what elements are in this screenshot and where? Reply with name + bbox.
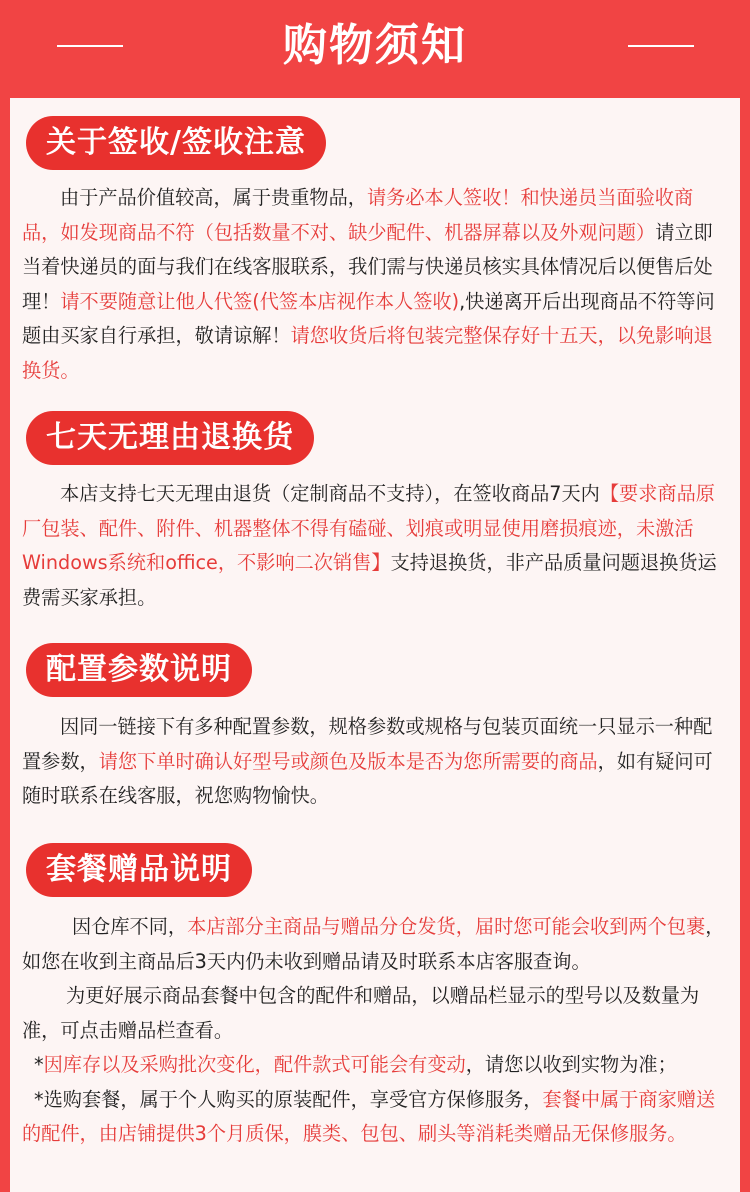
text-run-highlight: 因库存以及采购批次变化，配件款式可能会有变动 xyxy=(43,1053,466,1076)
text-run: ，如有疑问可随时联系在线客服，祝您购物愉快。 xyxy=(22,749,713,807)
text-run: 因仓库不同， xyxy=(72,915,188,938)
header-banner xyxy=(0,0,750,98)
text-run: 由于产品价值较高，属于贵重物品， xyxy=(60,186,367,209)
text-run: *选购套餐，属于个人购买的原装配件，享受官方保修服务， xyxy=(34,1087,543,1111)
text-run: 请立即当着快递员的面与我们在线客服联系，我们需与快递员核实具体情况后以便售后处理！ xyxy=(22,220,713,313)
text-run: ，请您以收到实物为准； xyxy=(465,1053,677,1076)
section-title-config: 配置参数说明 xyxy=(26,643,252,697)
section-title-signing: 关于签收/签收注意 xyxy=(26,116,326,170)
paragraph xyxy=(22,1048,730,1083)
text-run: ，如您在收到主商品后3天内仍未收到赠品请及时联系本店客服查询。 xyxy=(22,915,725,973)
paragraph xyxy=(22,181,730,388)
text-run: ,快递离开后出现商品不符等问题由买家自行承担，敬请谅解！ xyxy=(22,289,715,347)
section-body-returns xyxy=(22,477,730,615)
text-run: 支持退换货，非产品质量问题退换货运费需买家承担。 xyxy=(22,551,717,609)
paragraph xyxy=(22,979,730,1048)
text-run: 本店支持七天无理由退货（定制商品不支持），在签收商品7天内 xyxy=(60,482,600,505)
paragraph xyxy=(22,477,730,615)
page-title: 购物须知 xyxy=(283,20,467,71)
paragraph xyxy=(22,1083,730,1152)
paragraph xyxy=(22,710,730,814)
section-body-bundle xyxy=(22,910,730,1152)
section-body-config xyxy=(22,710,730,814)
text-run-highlight: 本店部分主商品与赠品分仓发货，届时您可能会收到两个包裹 xyxy=(187,915,706,938)
text-run: * xyxy=(34,1053,44,1076)
section-title-returns: 七天无理由退换货 xyxy=(26,411,314,465)
text-run: 为更好展示商品套餐中包含的配件和赠品，以赠品栏显示的型号以及数量为准，可点击赠品栏查看。 xyxy=(22,984,700,1042)
text-run-highlight: 请您收货后将包装完整保存好十五天，以免影响退换货。 xyxy=(22,324,713,382)
text-run-highlight: 请您下单时确认好型号或颜色及版本是否为您所需要的商品 xyxy=(98,749,598,773)
paragraph xyxy=(22,910,730,979)
section-title-bundle: 套餐赠品说明 xyxy=(26,843,252,897)
section-body-signing xyxy=(22,181,730,388)
text-run-highlight: 请不要随意让他人代签(代签本店视作本人签收) xyxy=(60,289,460,313)
text-run-highlight: 套餐中属于商家赠送的配件，由店铺提供3个月质保，膜类、包包、刷头等消耗类赠品无保修服务。 xyxy=(22,1087,716,1145)
header-divider-right xyxy=(628,45,694,47)
text-run-highlight: 请务必本人签收！和快递员当面验收商品，如发现商品不符（包括数量不对、缺少配件、机器屏幕以及外观问题） xyxy=(22,186,694,244)
text-run-highlight: 【要求商品原厂包装、配件、附件、机器整体不得有磕碰、划痕或明显使用磨损痕迹，未激活Windows系统和office，不影响二次销售】 xyxy=(22,482,715,574)
text-run: 因同一链接下有多种配置参数，规格参数或规格与包装页面统一只显示一种配置参数， xyxy=(22,715,713,773)
